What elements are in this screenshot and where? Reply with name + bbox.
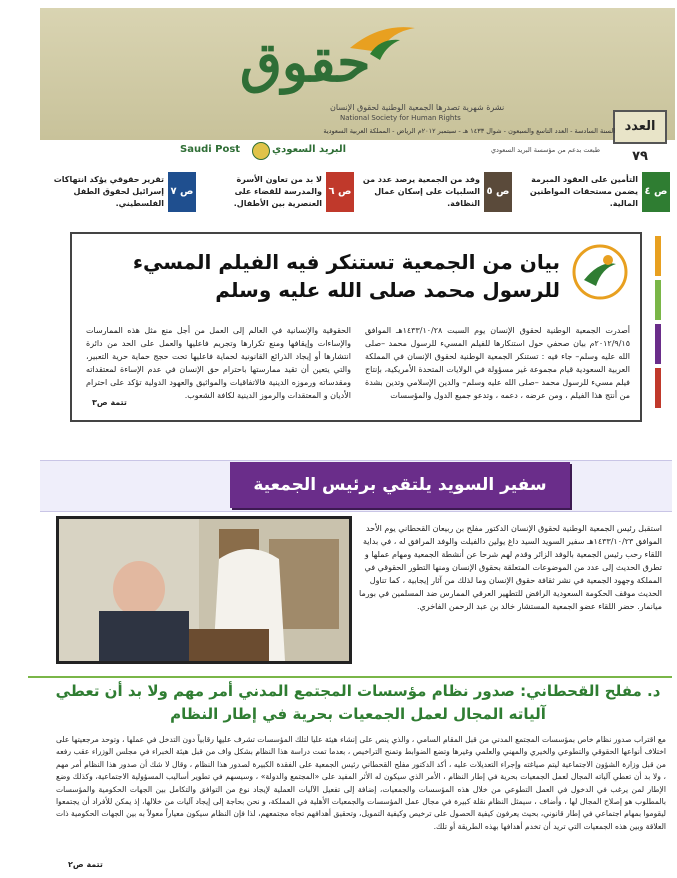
lead-story: [70, 232, 642, 422]
decorative-bar: [655, 324, 661, 364]
teaser-item[interactable]: [362, 172, 512, 218]
teaser-text: التأمين على العقود المبرمة يضمن مستحقات المواطنين المالية.: [529, 175, 638, 208]
meeting-photo: [56, 516, 352, 664]
continued-label[interactable]: تتمة ص٣: [92, 398, 127, 407]
teaser-item[interactable]: [520, 172, 670, 218]
teaser-page-badge: ص ٧: [168, 172, 196, 212]
continued-label[interactable]: تتمة ص٢: [68, 860, 103, 869]
masthead-tagline-en: National Society for Human Rights: [340, 114, 461, 122]
ambassador-story-headline: سفير السويد يلتقي برئيس الجمعية: [230, 462, 570, 508]
teaser-text: وفد من الجمعية يرصد عدد من السلبيات على إسكان عمال النظافة.: [362, 175, 480, 208]
date-bar: السنة السادسة - العدد التاسع والسبعون - شوال ١٤٣٣ هـ - سبتمبر ٢٠١٢م الرياض - المملكة العربية السعودية: [323, 127, 615, 135]
decorative-bar: [655, 280, 661, 320]
lead-story-column-left: الحقوقية والإنسانية في العالم إلى العمل من أجل منع مثل هذه الممارسات والإساءات وإيقافها ومنع تكرارها وتجريم فاعليها والعمل على الحد من دائرة انتشارها أو إيجاد الذرائع القانونية لحماية فاعليها تحت حجج حماية حرية التعبير، والتي يتعين أن تقيد ممارستها باحترام حق الإنسان في عدم الإساءة لمعتقداته ومقدساته ورموزه الدينية فالاتفاقيات والمواثيق والعهود الدولية تؤكد على احترام الأديان و المعتقدات والرموز الدينية لكافة الشعوب.: [86, 326, 351, 400]
teaser-item[interactable]: [46, 172, 196, 218]
saudi-post-label-ar: البريد السعودي: [272, 144, 347, 155]
society-logo-icon: [570, 242, 630, 302]
issue-number: العدد ٧٩: [613, 110, 667, 144]
teaser-page-badge: ص ٦: [326, 172, 354, 212]
civil-society-body: مع اقتراب صدور نظام خاص بمؤسسات المجتمع المدني من قبل المقام السامي ، والذي ينص على إنشاء هيئة عليا لتلك المؤسسات تشرف عليها رقابياً دون التدخل في عملها ، وتوحد مرجعيتها على اختلاف أنواعها الحقوقي والتطوعي والخيري والمهني والعلمي وغيرها وتضع الضوابط وتمنح التراخيص ، بعدما تمت دراسة هذا النظام بشكل واف من قبل هيئة الخبراء في مجلس الوزراء عقب رفعه من قبل وزارة الشؤون الاجتماعية ليتم صياغته وإجراء التعديلات عليه ، أكد الدكتور مفلح القحطاني رئيس الجمعية على الفقدة الكبيرة لصدور هذا النظام ، وقال لا شك أن صدور هذا النظام أمر مهم ، ولا بد أن تعطي آلياته المجال لعمل الجمعيات بحرية في إطار النظام ، الأمر الذي سيكون له الأثر المفيد على «المجتمع والدولة» ، وسيسهم في تطوير أساليب المسؤولية الاجتماعية، وكذلك وضع الإطار لمن يرغب في الدخول في العمل التطوعي من خلال هذه المؤسسات والجمعيات، إضافة إلى تفعيل الآليات العملية لإيجاد نوع من التوافق والتكامل بين الجهات الحكومية والمؤسسات بالمطلوب هو إصلاح المجال لها ، وأضاف ، سيمثل النظام نقلة كبيرة في مجال عمل المؤسسات والجمعيات الأهلية في المملكة، و نحن بحاجة إلى إيجاد آليات من خلالها، إذ يمكن للأفراد أن يجتمعوا ليقوموا بمهام اجتماعي في إطار قانوني، بحيث يعرفون كيفية الحصول على ترخيص وكيفية التمويل، وتحقيق أهدافهم تجاه مجتمعهم، لذا فإن النظام سيكون معياراً معولاً به بين الجهات الحكومية ذات العلاقة وبين هذه الجمعيات التي تريد أن تخدم أهدافها بهذه الطريقة أو تلك.: [56, 735, 666, 831]
ambassador-story-body: استقبل رئيس الجمعية الوطنية لحقوق الإنسان الدكتور مفلح بن ربيعان القحطاني يوم الأحد الموافق ١٤٣٣/١٠/٢٣هـ سفير السويد السيد داغ يولين دالفيلت والوفد المرافق له ، في بداية اللقاء رحب رئيس الجمعية بالوفد الزائر وقدم لهم شرحا عن أنشطة الجمعية ومهام عملها و تطرق الحديث إلى عدد من الموضوعات المتعلقة بحقوق الإنسان ومنها التطور الحقوقي في المملكة وجهود الجمعية في نشر ثقافة حقوق الإنسان وما لذلك من آثار إيجابية ، كما تناول الحديث موقف الحكومة السعودية الرافض للتطهير العرقي الممارس ضد المسلمين في بورما ميانمار. حضر اللقاء عضو الجمعية المستشار خالد بن عبد الرحمن الفاخري.: [359, 524, 662, 611]
teaser-text: تقرير حقوقي يؤكد انتهاكات إسرائيل لحقوق الطفل الفلسطيني.: [53, 175, 164, 208]
ambassador-story: [40, 430, 672, 666]
meeting-photo-image: [59, 519, 349, 661]
civil-society-headline: د. مفلح القحطاني: صدور نظام مؤسسات المجتمع المدني أمر مهم ولا بد أن تعطي آلياته المجال لعمل الجمعيات بحرية في إطار النظام: [55, 682, 661, 723]
masthead-tagline-ar: نشرة شهرية تصدرها الجمعية الوطنية لحقوق الإنسان: [330, 103, 505, 112]
teaser-strip: [40, 168, 670, 218]
civil-society-story: [28, 676, 672, 878]
lead-story-headline: بيان من الجمعية تستنكر فيه الفيلم المسيء للرسول محمد صلى الله عليه وسلم: [132, 250, 560, 302]
masthead-title: حقوق: [240, 30, 371, 94]
teaser-page-badge: ص ٤: [642, 172, 670, 212]
saudi-post-emblem-icon: [252, 142, 270, 160]
teaser-item[interactable]: [204, 172, 354, 218]
sponsor-text: طبعت بدعم من مؤسسة البريد السعودي: [490, 146, 600, 154]
teaser-text: لا بد من تعاون الأسرة والمدرسة للقضاء على العنصرية بين الأطفال.: [233, 175, 322, 208]
sponsor-strip: [180, 140, 620, 162]
decorative-bar: [655, 368, 661, 408]
teaser-page-badge: ص ٥: [484, 172, 512, 212]
saudi-post-label-en: Saudi Post: [180, 144, 241, 155]
decorative-bar: [655, 236, 661, 276]
lead-story-column-right: أصدرت الجمعية الوطنية لحقوق الإنسان يوم السبت ١٤٣٣/١٠/٢٨هـ الموافق ٢٠١٢/٩/١٥م بيان صحفي حول استنكارها للفيلم المسيء للرسول محمد –صلى الله عليه وسلم– جاء فيه : تستنكر الجمعية الوطنية لحقوق الإنسان في المملكة العربية السعودية قيام مجموعة غير مسؤولة في الولايات المتحدة الأمريكية، بإنتاج فيلم مسيء للرسول محمد –صلى الله عليه وسلم– والدين الإسلامي وتدين بشدة من أنتج هذا الفيلم ، ومن عرضه ، دعمه ، وتدعو جميع الدول والمؤسسات: [365, 326, 631, 400]
